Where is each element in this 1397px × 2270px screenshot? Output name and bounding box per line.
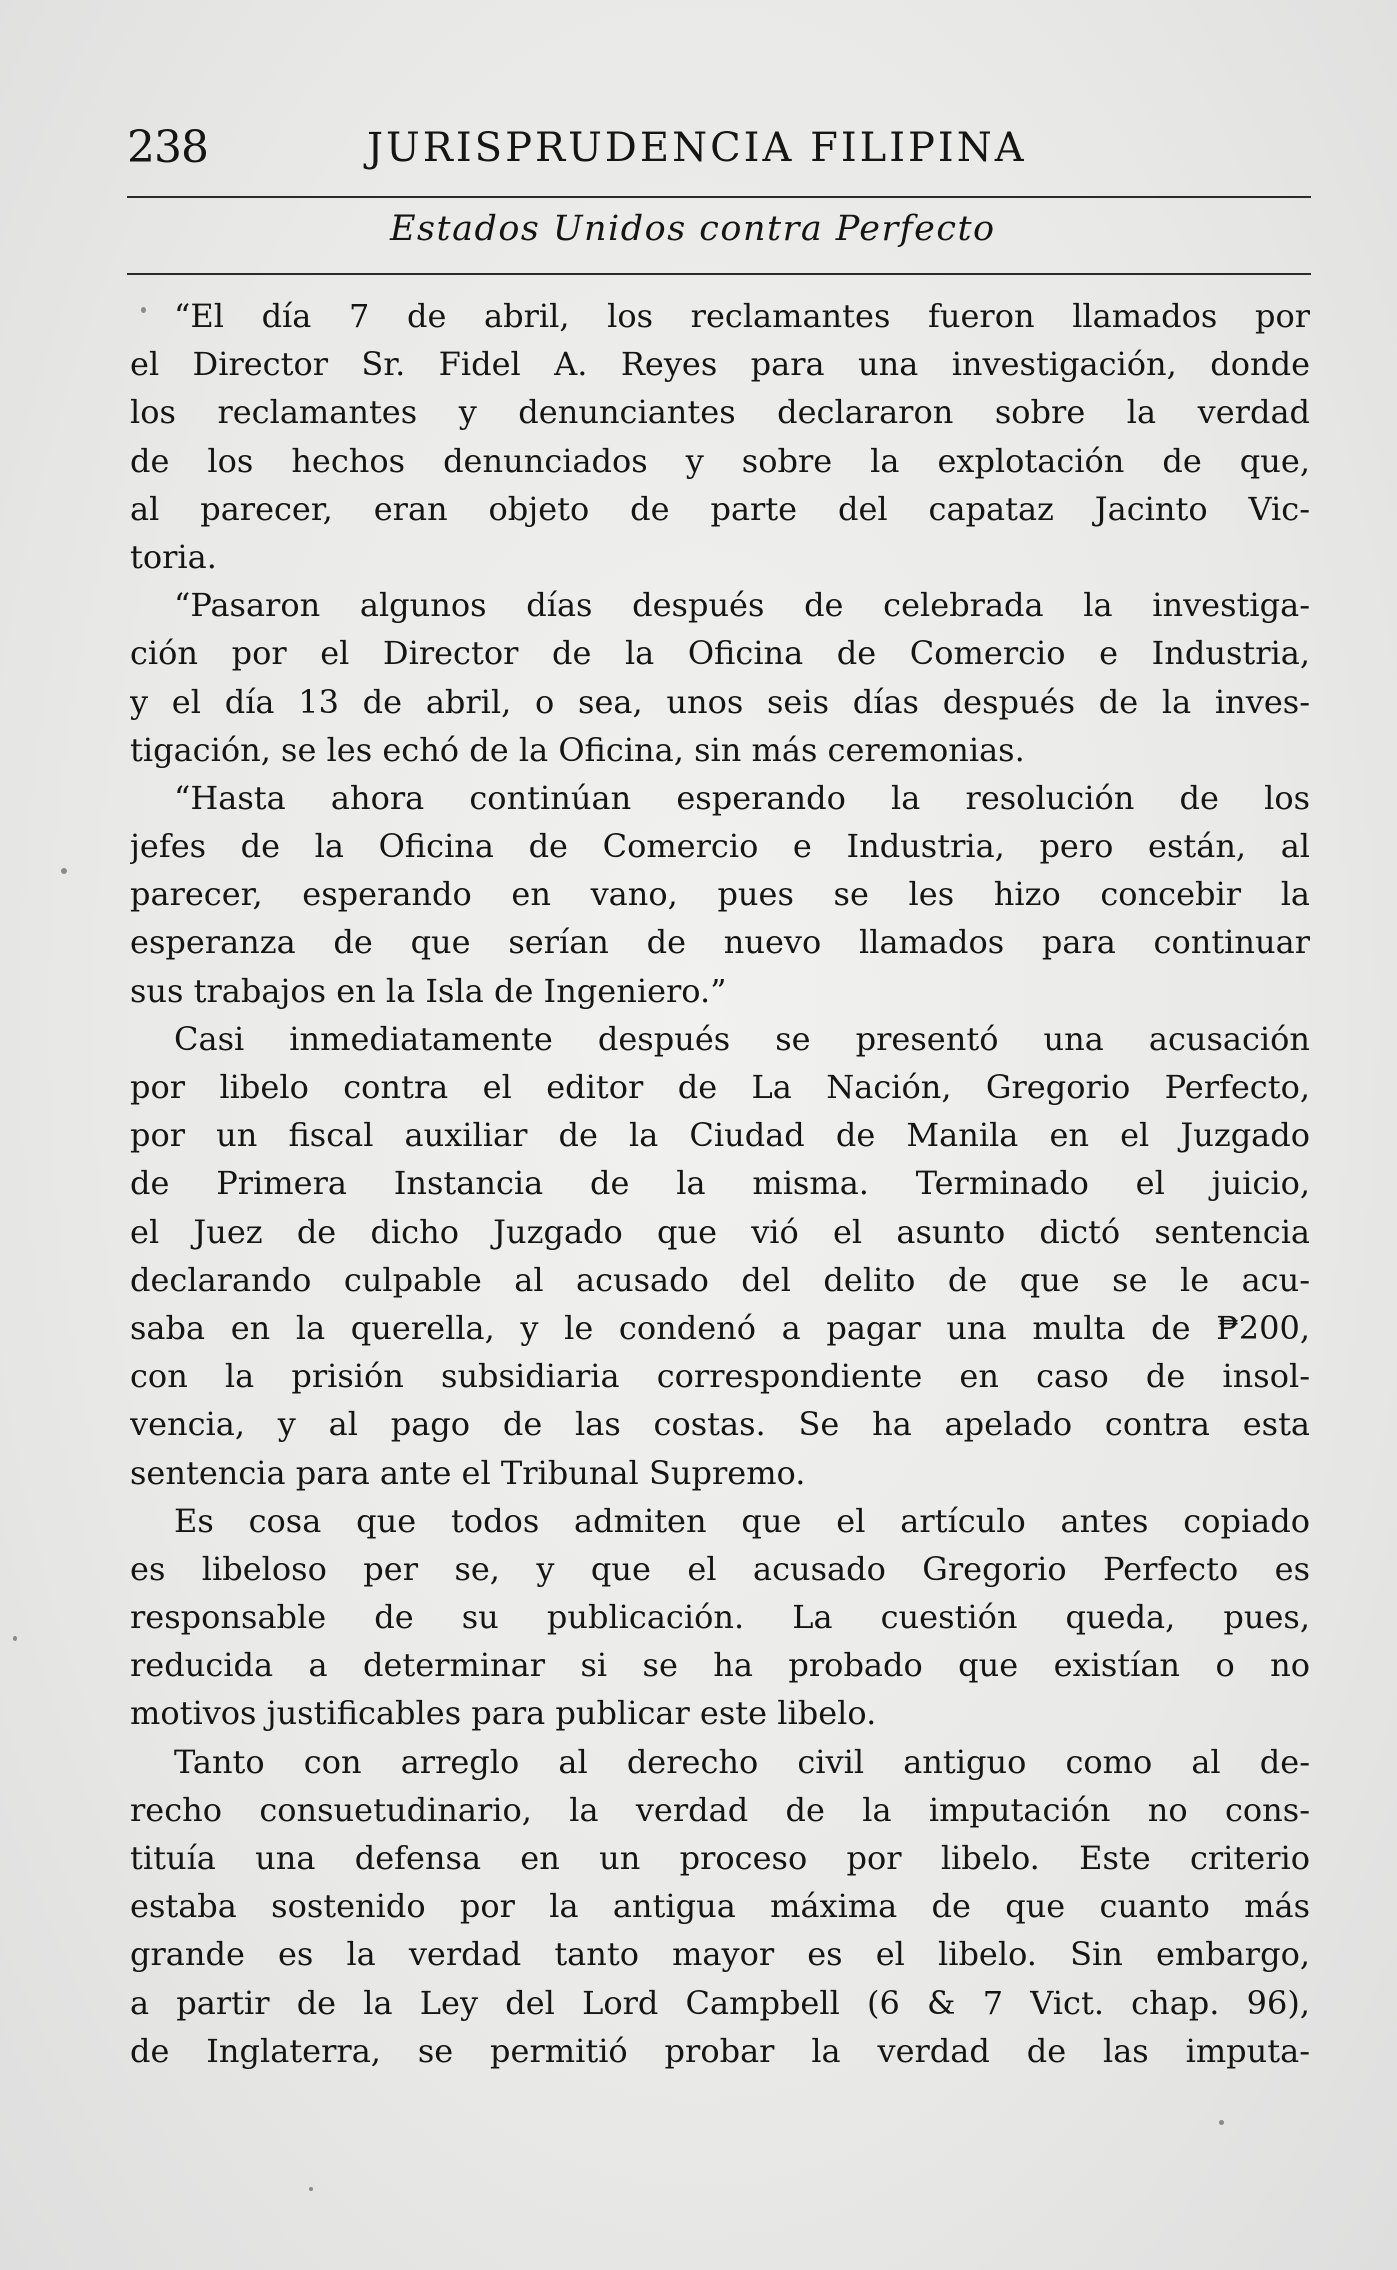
page-number: 238 xyxy=(127,122,208,173)
text-line: responsable de su publicación. La cuestión queda, pues, xyxy=(130,1598,1310,1637)
text-line: es libeloso per se, y que el acusado Gregorio Perfecto es xyxy=(130,1549,1310,1588)
text-line: por un fiscal auxiliar de la Ciudad de Manila en el Juzgado xyxy=(130,1116,1310,1155)
text-line: saba en la querella, y le condenó a pagar una multa de ₱200, xyxy=(130,1308,1310,1347)
text-line: de los hechos denunciados y sobre la explotación de que, xyxy=(130,441,1310,480)
text-line: “El día 7 de abril, los reclamantes fueron llamados por xyxy=(174,297,1310,335)
text-line: ción por el Director de la Oficina de Comercio e Industria, xyxy=(130,634,1310,673)
paper-speck xyxy=(61,868,67,874)
text-line: reducida a determinar si se ha probado que existían o no xyxy=(130,1646,1310,1685)
paper-speck xyxy=(309,2187,313,2191)
text-line: declarando culpable al acusado del delito de que se le acu- xyxy=(130,1260,1310,1299)
text-line: Es cosa que todos admiten que el artículo antes copiado xyxy=(174,1501,1310,1540)
text-line: motivos justificables para publicar este libelo. xyxy=(130,1694,877,1733)
text-line: los reclamantes y denunciantes declararon sobre la verdad xyxy=(130,393,1310,432)
text-line: toria. xyxy=(130,537,217,576)
paper-speck xyxy=(141,307,146,313)
text-line: de Primera Instancia de la misma. Terminado el juicio, xyxy=(130,1164,1310,1203)
text-line: “Pasaron algunos días después de celebrada la investiga- xyxy=(174,586,1310,625)
text-line: tigación, se les echó de la Oficina, sin más ceremonias. xyxy=(130,730,1025,769)
text-line: al parecer, eran objeto de parte del capataz Jacinto Vic- xyxy=(130,489,1310,528)
text-line: tituía una defensa en un proceso por libelo. Este criterio xyxy=(130,1839,1310,1877)
text-line: vencia, y al pago de las costas. Se ha apelado contra esta xyxy=(130,1405,1310,1444)
text-line: estaba sostenido por la antigua máxima de que cuanto más xyxy=(130,1887,1310,1926)
text-line: de Inglaterra, se permitió probar la verdad de las imputa- xyxy=(130,2031,1310,2070)
text-line: sentencia para ante el Tribunal Supremo. xyxy=(130,1453,806,1492)
text-line: por libelo contra el editor de La Nación, Gregorio Perfecto, xyxy=(130,1068,1310,1106)
case-title: Estados Unidos contra Perfecto xyxy=(390,209,996,249)
text-line: a partir de la Ley del Lord Campbell (6 & 7 Vict. chap. 96), xyxy=(130,1983,1310,2022)
text-line: el Director Sr. Fidel A. Reyes para una investigación, donde xyxy=(130,345,1310,384)
text-line: sus trabajos en la Isla de Ingeniero.” xyxy=(130,971,727,1010)
text-line: el Juez de dicho Juzgado que vió el asunto dictó sentencia xyxy=(130,1212,1310,1251)
text-line: Tanto con arreglo al derecho civil antiguo como al de- xyxy=(174,1742,1310,1781)
header-rule-bottom xyxy=(127,273,1311,275)
header-rule-top xyxy=(127,196,1311,198)
text-line: grande es la verdad tanto mayor es el libelo. Sin embargo, xyxy=(130,1935,1310,1974)
text-line: con la prisión subsidiaria correspondiente en caso de insol- xyxy=(130,1357,1310,1396)
text-line: Casi inmediatamente después se presentó una acusación xyxy=(174,1019,1310,1058)
body-text xyxy=(130,292,1310,2075)
text-line: parecer, esperando en vano, pues se les hizo concebir la xyxy=(130,875,1310,914)
text-line: “Hasta ahora continúan esperando la resolución de los xyxy=(174,778,1310,817)
paper-speck xyxy=(13,1636,17,1641)
text-line: recho consuetudinario, la verdad de la imputación no cons- xyxy=(130,1790,1310,1829)
page-header xyxy=(127,118,1311,178)
text-line: y el día 13 de abril, o sea, unos seis días después de la inves- xyxy=(130,682,1310,721)
paper-speck xyxy=(1219,2120,1224,2125)
text-line: esperanza de que serían de nuevo llamados para continuar xyxy=(130,923,1310,962)
text-line: jefes de la Oficina de Comercio e Industria, pero están, al xyxy=(130,827,1310,866)
running-title: JURISPRUDENCIA FILIPINA xyxy=(367,125,1027,171)
